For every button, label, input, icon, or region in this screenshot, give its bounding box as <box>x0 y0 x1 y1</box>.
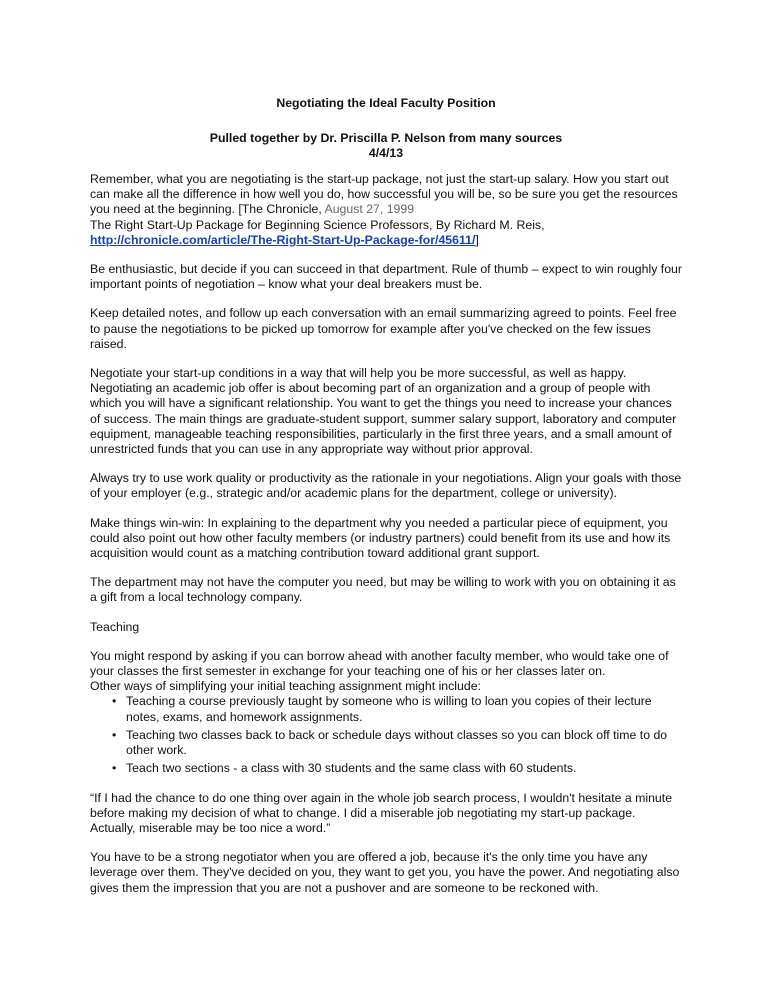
paragraph-win-win: Make things win-win: In explaining to the department why you needed a particular piece of equipment, you could also point out how other faculty members (or industry partners) could benefit from its use and how its acquisition would count as a matching contribution toward additional grant support. <box>90 515 671 561</box>
document-page <box>90 96 682 910</box>
citation-date: August 27, 1999 <box>324 202 415 217</box>
bullet-icon: • <box>112 694 117 709</box>
paragraph-other-ways: Other ways of simplifying your initial teaching assignment might include: <box>90 679 481 694</box>
paragraph-strong-negotiator: You have to be a strong negotiator when you are offered a job, because it's the only time you have any leverage over them. They've decided on you, they want to get you, you have the power. And negotiating also gives them the impression that you are not a pushover and are someone to be reckoned with. <box>90 850 680 895</box>
paragraph-borrow-ahead: You might respond by asking if you can borrow ahead with another faculty member, who would take one of your classes the first semester in exchange for your teaching one of his or her classes later on. <box>90 648 669 679</box>
paragraph-enthusiastic: Be enthusiastic, but decide if you can succeed in that department. Rule of thumb – expect to win roughly four important points of negotiation – know what your deal breakers must be. <box>90 262 682 292</box>
citation-end: ] <box>475 232 479 247</box>
list-item-text: Teaching a course previously taught by someone who is willing to loan you copies of their lecture notes, exams, and homework assignments. <box>126 694 652 724</box>
paragraph-computer: The department may not have the computer you need, but may be willing to work with you on obtaining it as a gift from a local technology company. <box>90 575 676 605</box>
document-date: 4/4/13 <box>368 146 404 160</box>
bullet-icon: • <box>112 761 117 776</box>
list-item <box>90 761 682 776</box>
section-heading-teaching: Teaching <box>90 619 140 634</box>
citation-text: The Right Start-Up Package for Beginning Science Professors, By Richard M. Reis, <box>90 217 545 232</box>
intro-text: Remember, what you are negotiating is the start-up package, not just the start-up salary. How you start out can make all the difference in how well you do, how successful you will be, so be sure you get the resources you need at the beginning. [The Chronicle, <box>90 172 678 217</box>
list-item <box>90 728 682 758</box>
paragraph-quote: “If I had the chance to do one thing over again in the whole job search process, I wouldn't hesitate a minute before making my decision of what to change. I did a miserable job negotiating my start-up package. Actually, miserable may be too nice a word.” <box>90 790 673 835</box>
paragraph-notes: Keep detailed notes, and follow up each conversation with an email summarizing agreed to points. Feel free to pause the negotiations to be picked up tomorrow for example after you've checked on the few issues raised. <box>90 306 677 351</box>
paragraph-intro <box>90 172 682 248</box>
paragraph-startup-conditions: Negotiate your start-up conditions in a way that will help you be more successful, as well as happy. Negotiating an academic job offer is about becoming part of an organization and a group of people with which you will have a significant relationship. You want to get the things you need to increase your chances of success. The main things are graduate-student support, summer salary support, laboratory and computer equipment, manageable teaching responsibilities, particularly in the first three years, and a small amount of unrestricted funds that you can use in any appropriate way without prior approval. <box>90 366 677 457</box>
teaching-bullet-list <box>90 694 682 776</box>
bullet-icon: • <box>112 727 117 742</box>
document-subtitle: Pulled together by Dr. Priscilla P. Nelson from many sources <box>209 131 563 145</box>
citation-link[interactable]: http://chronicle.com/article/The-Right-Start-Up-Package-for/45611/ <box>90 232 476 247</box>
document-title: Negotiating the Ideal Faculty Position <box>276 96 496 110</box>
list-item-text: Teach two sections - a class with 30 students and the same class with 60 students. <box>126 761 577 776</box>
list-item <box>90 694 682 724</box>
paragraph-work-quality: Always try to use work quality or productivity as the rationale in your negotiations. Align your goals with those of your employer (e.g., strategic and/or academic plans for the department, college or university). <box>90 471 682 501</box>
list-item-text: Teaching two classes back to back or schedule days without classes so you can block off time to do other work. <box>126 727 668 758</box>
